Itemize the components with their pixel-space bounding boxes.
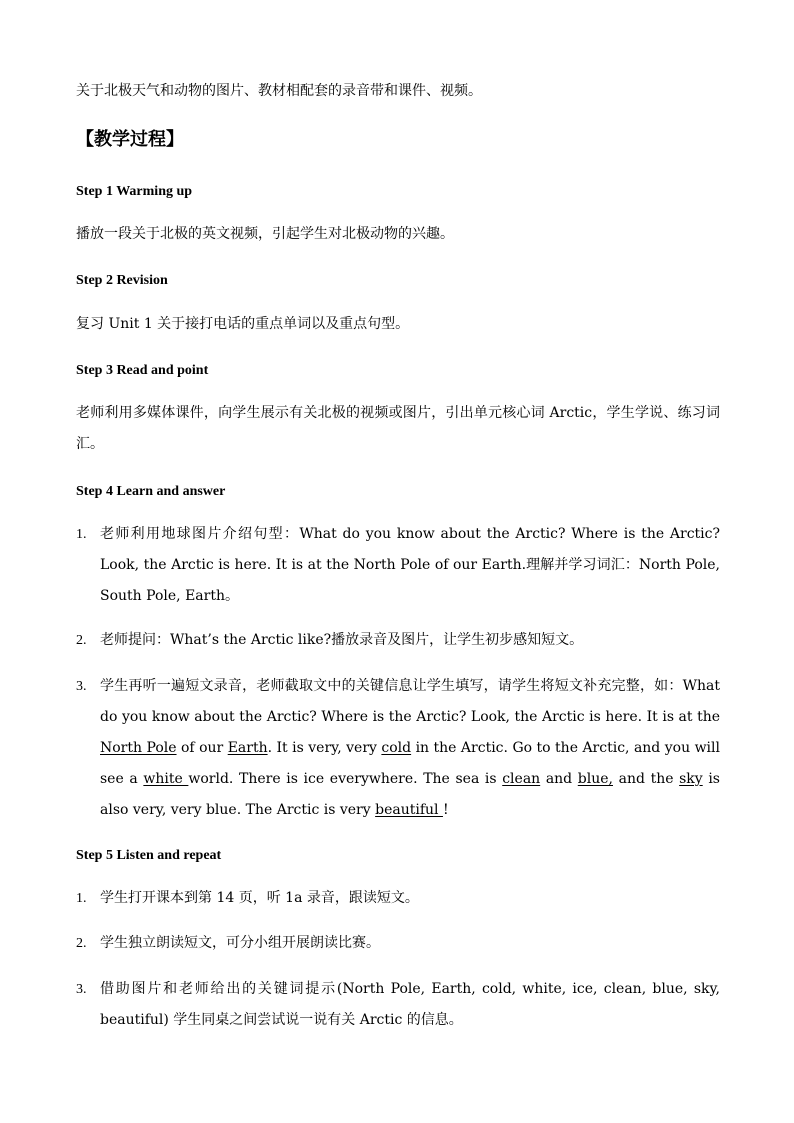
- step-5-title: Step 5 Listen and repeat: [76, 848, 222, 863]
- list-item-text: 学生打开课本到第 14 页，听 1a 录音，跟读短文。: [100, 890, 419, 906]
- step-5-item-2: [76, 928, 720, 959]
- list-number: 1.: [76, 891, 87, 906]
- list-item-text: 老师利用地球图片介绍句型：What do you know about the Arctic? Where is the Arctic? Look, the Arctic is here. It is at the North Pole of our Earth.理解并学习词汇：North Pole, South Pole, Earth。: [100, 526, 720, 604]
- list-number: 2.: [76, 936, 87, 951]
- step-4-item-3: [76, 671, 720, 826]
- blank-answer: white: [143, 771, 189, 787]
- passage-text: world. There is ice everywhere. The sea is: [188, 771, 503, 787]
- step-4-item-2: [76, 625, 720, 656]
- list-number: 3.: [76, 982, 87, 997]
- list-number: 2.: [76, 633, 87, 648]
- step-2-title: Step 2 Revision: [76, 273, 168, 288]
- intro-text: 关于北极天气和动物的图片、教材相配套的录音带和课件、视频。: [76, 83, 482, 99]
- step-4-title: Step 4 Learn and answer: [76, 484, 226, 499]
- step-4-item-1: [76, 519, 720, 612]
- step-3-title: Step 3 Read and point: [76, 363, 209, 378]
- passage-text: . It is very, very: [267, 740, 382, 756]
- step-5-item-1: [76, 883, 720, 914]
- blank-answer: cold: [381, 740, 412, 756]
- passage-text: and: [540, 771, 578, 787]
- passage-text: in the Arctic. Go to the Arctic, and you will see a: [100, 740, 720, 787]
- blank-answer: beautiful: [375, 802, 443, 818]
- list-item-text: 老师提问：What’s the Arctic like?播放录音及图片，让学生初步感知短文。: [100, 632, 584, 648]
- section-title: 【教学过程】: [76, 129, 184, 150]
- blank-answer: blue,: [577, 771, 613, 787]
- passage-text: !: [442, 802, 449, 818]
- step-5-item-3: [76, 974, 720, 1036]
- passage-text: of our: [176, 740, 228, 756]
- fill-in-passage: [100, 671, 720, 826]
- list-item-text: 借助图片和老师给出的关键词提示(North Pole, Earth, cold, white, ice, clean, blue, sky, beautiful) 学生同桌之间尝试说一说有关 Arctic 的信息。: [100, 981, 720, 1028]
- blank-answer: Earth: [227, 740, 268, 756]
- list-number: 3.: [76, 679, 87, 694]
- list-item-text: 学生独立朗读短文，可分小组开展朗读比赛。: [100, 935, 380, 951]
- blank-answer: clean: [502, 771, 541, 787]
- step-3-text: 老师利用多媒体课件，向学生展示有关北极的视频或图片，引出单元核心词 Arctic，学生学说、练习词汇。: [76, 405, 720, 452]
- passage-text: and the: [612, 771, 680, 787]
- step-1-text: 播放一段关于北极的英文视频，引起学生对北极动物的兴趣。: [76, 226, 454, 242]
- step-1-title: Step 1 Warming up: [76, 184, 193, 199]
- passage-text: is also very, very blue. The Arctic is very: [100, 771, 720, 818]
- passage-text: 学生再听一遍短文录音，老师截取文中的关键信息让学生填写，请学生将短文补充完整，如：What do you know about the Arctic? Where is the Arctic? Look, the Arctic is here. It is at the: [100, 678, 720, 725]
- blank-answer: sky: [679, 771, 703, 787]
- step-2-text: 复习 Unit 1 关于接打电话的重点单词以及重点句型。: [76, 316, 410, 332]
- blank-answer: North Pole: [100, 740, 177, 756]
- list-number: 1.: [76, 527, 87, 542]
